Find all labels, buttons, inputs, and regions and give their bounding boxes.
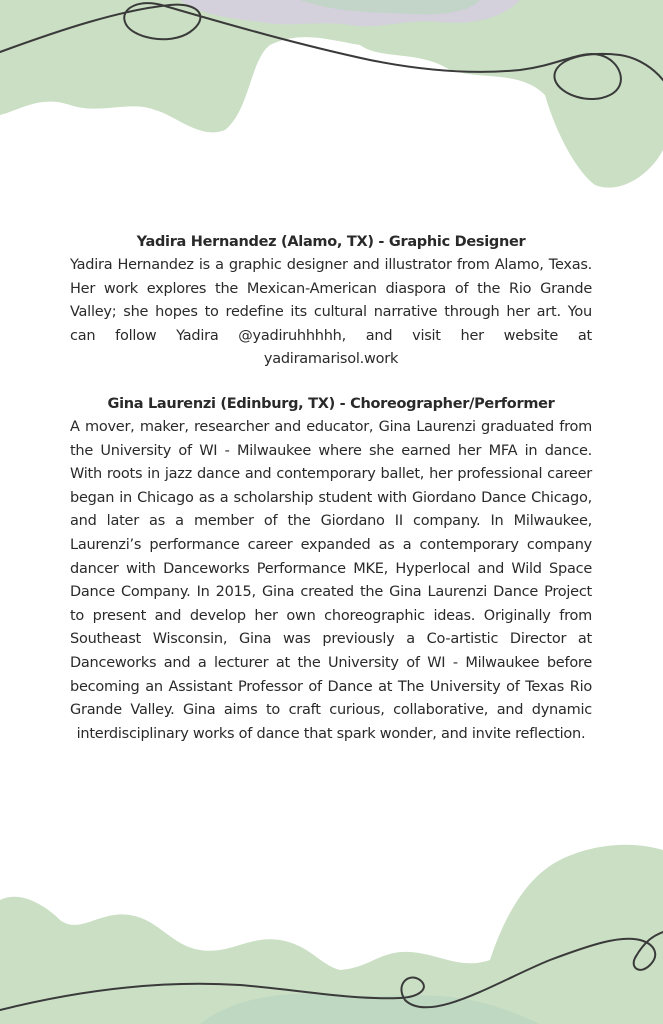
bio-entry-gina <box>70 392 592 746</box>
top-watercolor-decoration <box>0 0 663 200</box>
bio-heading: Gina Laurenzi (Edinburg, TX) - Choreographer/Performer <box>107 395 555 412</box>
bio-heading: Yadira Hernandez (Alamo, TX) - Graphic Designer <box>136 234 526 250</box>
bottom-line-art <box>0 932 663 1010</box>
bio-body: Yadira Hernandez is a graphic designer and illustrator from Alamo, Texas. Her work explores the Mexican-American diaspora of the Rio Grande Valley; she hopes to redefine its cultural narrative through her art. You can follow Yadira @yadiruhhhhh, and visit her website at yadiramarisol.work <box>70 257 592 368</box>
top-line-art <box>0 3 663 99</box>
bio-entry-yadira <box>70 230 592 372</box>
bottom-watercolor-decoration <box>0 840 663 1024</box>
top-watercolor-wash <box>0 0 663 188</box>
bio-body: A mover, maker, researcher and educator, Gina Laurenzi graduated from the University of WI - Milwaukee where she earned her MFA in dance. With roots in jazz dance and contemporary ballet, her professional career began in Chicago as a scholarship student with Giordano Dance Chicago, and later as a member of the Giordano II company. In Milwaukee, Laurenzi’s performance career expanded as a contemporary company dancer with Danceworks Performance MKE, Hyperlocal and Wild Space Dance Company. In 2015, Gina created the Gina Laurenzi Dance Project to present and develop her own choreographic ideas. Originally from Southeast Wisconsin, Gina was previously a Co-artistic Director at Danceworks and a lecturer at the University of WI - Milwaukee before becoming an Assistant Professor of Dance at The University of Texas Rio Grande Valley. Gina aims to craft curious, collaborative, and dynamic interdisciplinary works of dance that spark wonder, and invite reflection. <box>70 418 592 742</box>
bottom-watercolor-wash <box>0 845 663 1024</box>
bio-section <box>70 230 592 766</box>
